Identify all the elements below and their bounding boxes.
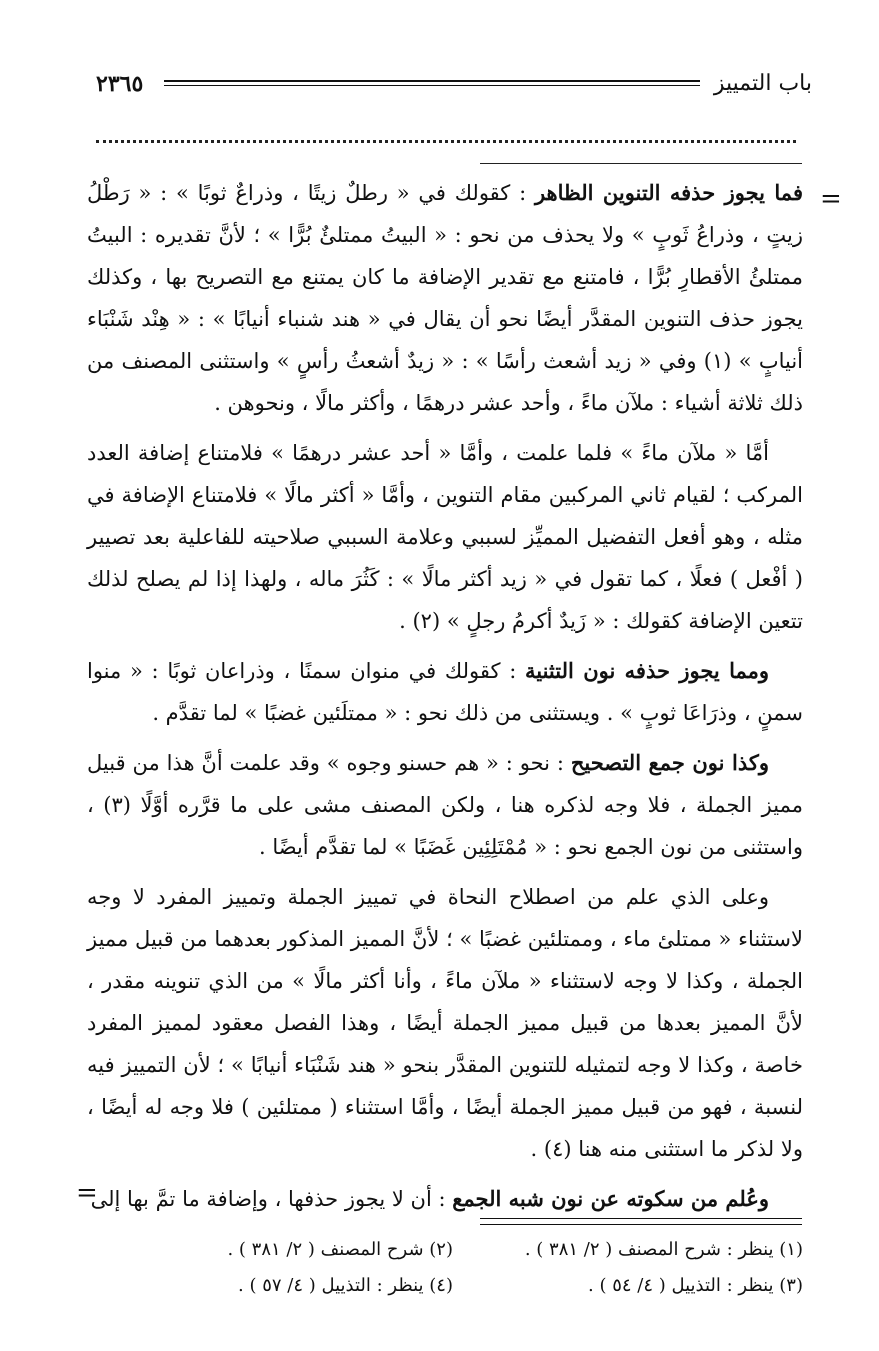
paragraph-text: أمَّا « ملآن ماءً » فلما علمت ، وأمَّا « أحد عشر درهمًا » فلامتناع إضافة العدد المركب ؛ لقيام ثاني المركبين مقام التنوين ، وأمَّا « أكثر مالًا » فلامتناع الإضافة في مثله ، وهو أفعل التفضيل المميِّز لسببي وعلامة السببي صلاحيته للفاعلية بعد تصيير ( أفْعل ) فعلًا ، كما تقول في « زيد أكثر مالًا » : كَثُرَ ماله ، ولهذا إذا لم يصلح لذلك تتعين الإضافة كقولك : « زَيدٌ أكرمُ رجلٍ » (٢) . bbox=[87, 441, 803, 633]
paragraph-text: : كقولك في منوان سمنًا ، وذراعان ثوبًا : « منوا سمنٍ ، وذرَاعَا ثوبٍ » . ويستثنى من ذلك نحو : « ممتلَئين غضبًا » لما تقدَّم . bbox=[87, 659, 803, 725]
body-text bbox=[87, 172, 803, 1220]
paragraph-text: وعلى الذي علم من اصطلاح النحاة في تمييز الجملة وتمييز المفرد لا وجه لاستثناء « ممتلئ ماء ، وممتلئين غضبًا » ؛ لأنَّ المميز المذكور بعدهما من قبيل مميز الجملة ، وكذا لا وجه لاستثناء « ملآن ماءً ، وأنا أكثر مالًا » من الذي تنوينه مقدر ، لأنَّ المميز بعدها من قبيل مميز الجملة أيضًا ، وهذا الفصل معقود لمميز المفرد خاصة ، وكذا لا وجه لتمثيله للتنوين المقدَّر بنحو « هند شَنْبَاء أنيابًا » ؛ لأن التمييز فيه لنسبة ، فهو من قبيل مميز الجملة أيضًا ، وأمَّا استثناء ( ممتلئين ) فلا وجه له أيضًا ، ولا لذكر ما استثنى منه هنا (٤) . bbox=[87, 885, 803, 1161]
footnote-rule bbox=[480, 1218, 802, 1219]
paragraph bbox=[87, 1178, 803, 1220]
header-rule bbox=[164, 80, 700, 86]
paragraph-lead: ومما يجوز حذفه نون التثنية bbox=[525, 658, 769, 683]
running-header bbox=[96, 66, 812, 102]
footnote: (٣) ينظر : التذييل ( ٤/ ٥٤ ) . bbox=[588, 1275, 803, 1296]
paragraph bbox=[87, 650, 803, 734]
paragraph-lead: وكذا نون جمع التصحيح bbox=[570, 750, 769, 775]
paragraph bbox=[87, 742, 803, 868]
paragraph-lead: فما يجوز حذفه التنوين الظاهر bbox=[534, 180, 803, 205]
paragraph-lead: وعُلم من سكوته عن نون شبه الجمع bbox=[452, 1186, 769, 1211]
footnote-row bbox=[103, 1232, 803, 1268]
paragraph-text: : نحو : « هم حسنو وجوه » وقد علمت أنَّ هذا من قبيل مميز الجملة ، فلا وجه لذكره هنا ، ولكن المصنف مشى على ما قرَّره أوَّلًا (٣) ، واستثنى من نون الجمع نحو : « مُمْتَلِئِين غَضَبًا » لما تقدَّم أيضًا . bbox=[87, 751, 803, 859]
separator-rule bbox=[480, 163, 802, 164]
continuation-mark-bottom: = bbox=[76, 1178, 98, 1208]
paragraph bbox=[87, 876, 803, 1170]
paragraph bbox=[87, 172, 803, 424]
chapter-title: باب التمييز bbox=[713, 71, 812, 96]
footnote-row bbox=[103, 1268, 803, 1304]
page-number: ٢٣٦٥ bbox=[96, 71, 144, 97]
footnote: (٤) ينظر : التذييل ( ٤/ ٥٧ ) . bbox=[238, 1275, 453, 1296]
continuation-mark-top: = bbox=[820, 184, 842, 214]
footnote: (١) ينظر : شرح المصنف ( ٢/ ٣٨١ ) . bbox=[524, 1239, 803, 1260]
footnotes bbox=[103, 1232, 803, 1304]
paragraph-text: : أن لا يجوز حذفها ، وإضافة ما تمَّ بها إلى bbox=[90, 1187, 453, 1211]
paragraph-text: : كقولك في « رطلٌ زيتًا ، وذراعٌ ثوبًا » : « رَطْلُ زيتٍ ، وذراعُ ثَوبٍ » ولا يحذف من نحو : « البيتُ ممتلئٌ بُرًّا » ؛ لأنَّ تقديره : البيتُ ممتلئُ الأقطارِ بُرًّا ، فامتنع مع تقدير الإضافة ما كان يمتنع مع التصريح بها ، وكذلك يجوز حذف التنوين المقدَّر أيضًا نحو أن يقال في « هند شنباء أنيابًا » : « هِنْد شَنْبَاء أنيابٍ » (١) وفي « زيد أشعث رأسًا » : « زيدٌ أشعثُ رأسٍ » واستثنى المصنف من ذلك ثلاثة أشياء : ملآن ماءً ، وأحد عشر درهمًا ، وأكثر مالًا ، ونحوهن . bbox=[87, 181, 804, 415]
paragraph bbox=[87, 432, 803, 642]
footnote: (٢) شرح المصنف ( ٢/ ٣٨١ ) . bbox=[227, 1239, 453, 1260]
footnote-rule bbox=[480, 1224, 802, 1225]
dotted-separator bbox=[96, 140, 796, 143]
